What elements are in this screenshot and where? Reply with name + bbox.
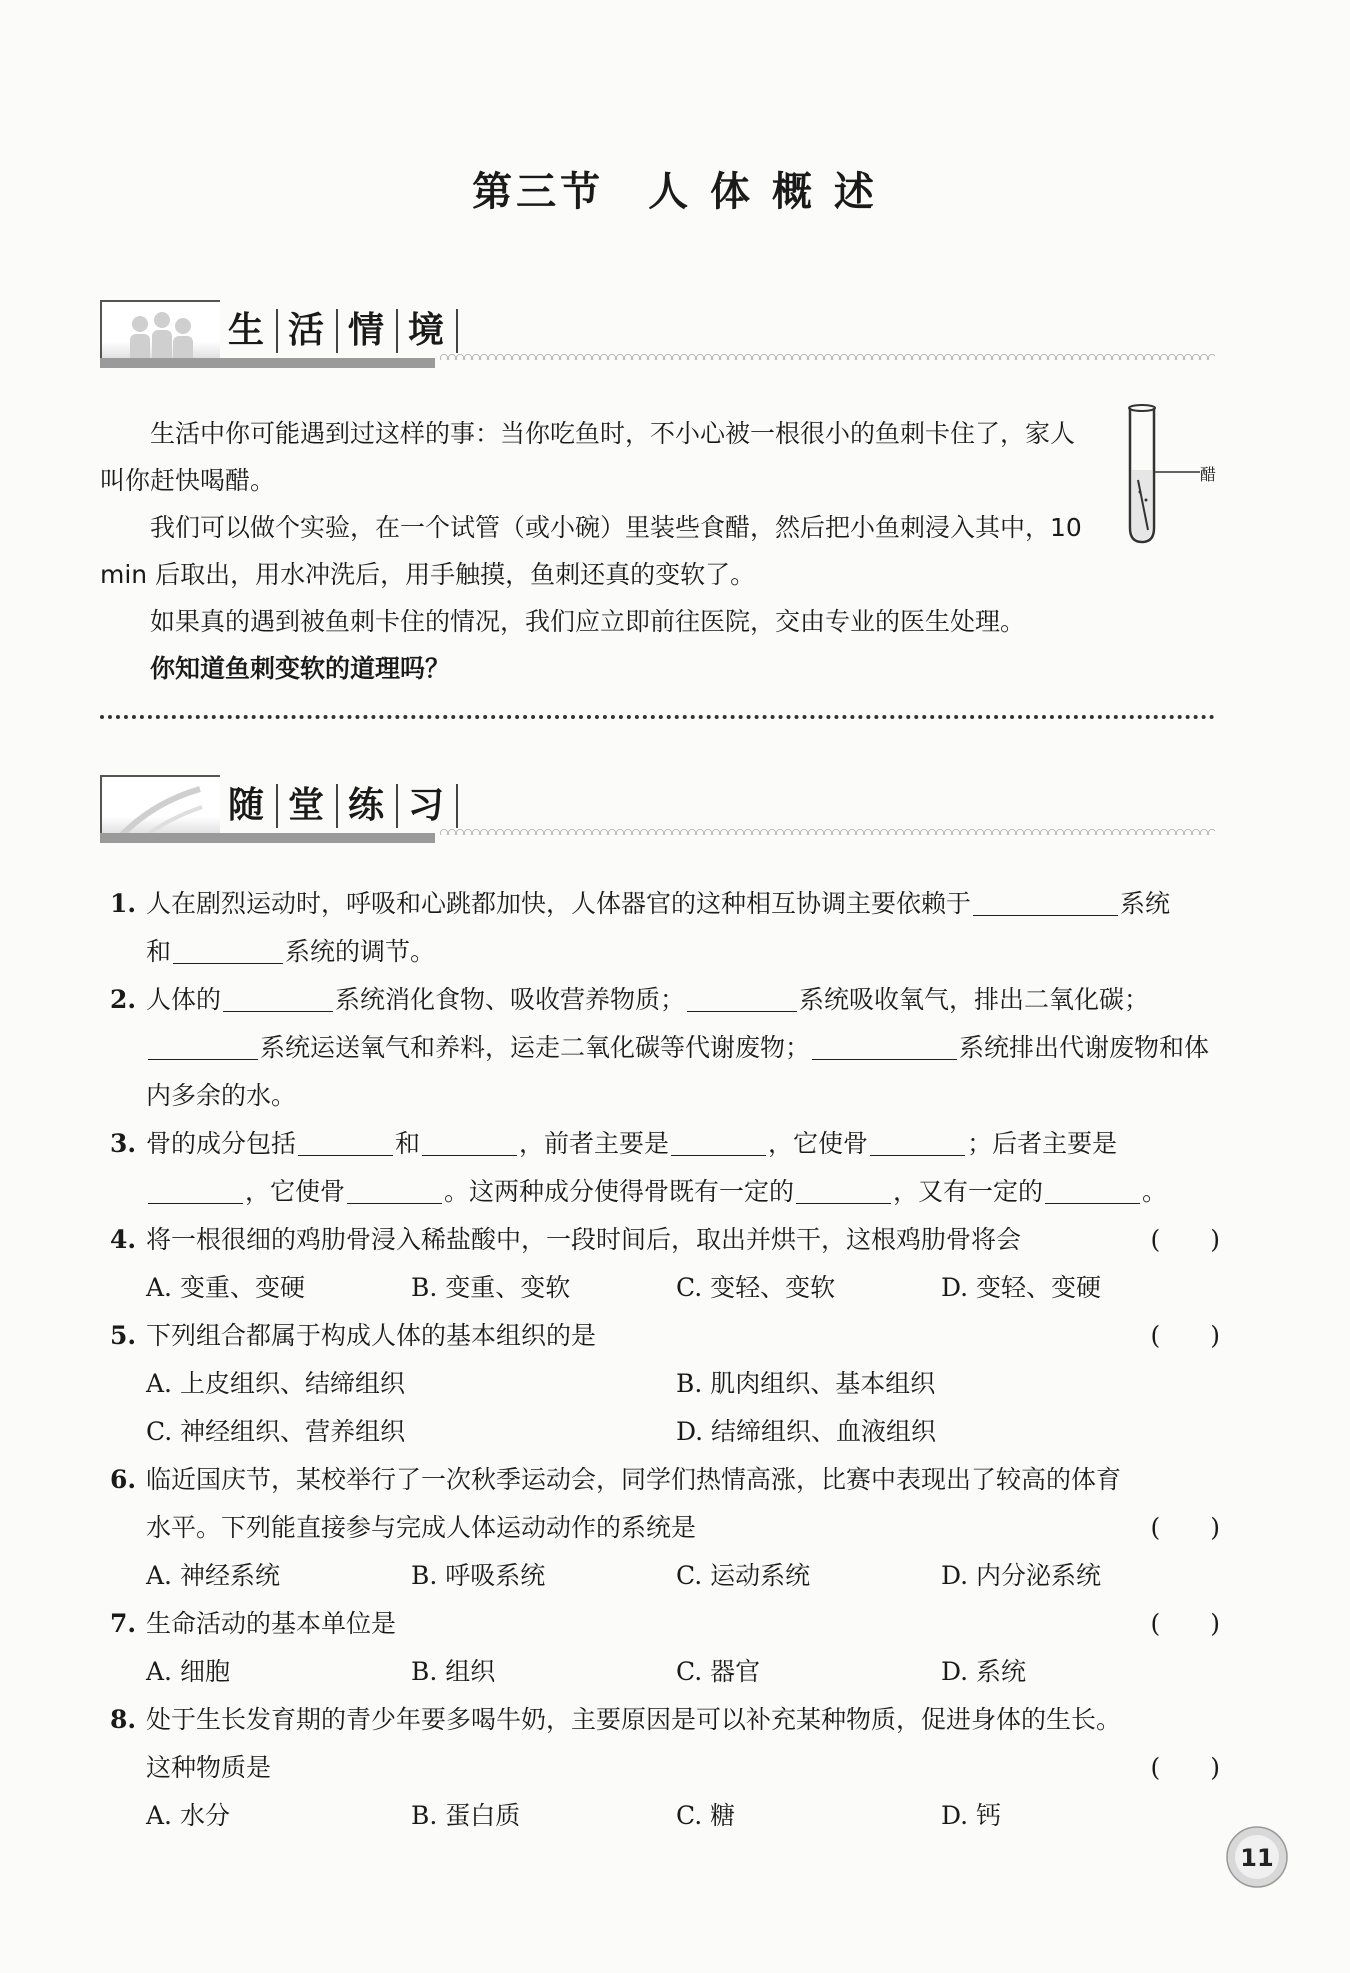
answer-blank[interactable]	[812, 1029, 957, 1060]
option-a[interactable]: A. 水分	[146, 1801, 230, 1830]
question-list	[110, 880, 1220, 1840]
story-paragraph: 如果真的遇到被鱼刺卡住的情况，我们应立即前往医院，交由专业的医生处理。	[150, 607, 1026, 636]
question-1	[110, 880, 1220, 976]
section-char: 习	[398, 784, 458, 828]
question-text: 。这两种成分使得骨既有一定的	[444, 1177, 795, 1206]
question-number: 4.	[110, 1225, 137, 1254]
section-char: 情	[338, 309, 398, 353]
option-c[interactable]: C. 神经组织、营养组织	[146, 1417, 406, 1446]
option-c[interactable]: C. 器官	[676, 1657, 761, 1686]
question-5	[110, 1312, 1220, 1456]
wavy-divider	[440, 352, 1215, 360]
option-c[interactable]: C. 变轻、变软	[676, 1273, 836, 1302]
question-text: ，又有一定的	[893, 1177, 1044, 1206]
option-d[interactable]: D. 钙	[941, 1801, 1002, 1830]
question-number: 8.	[110, 1705, 137, 1734]
question-text: 骨的成分包括	[146, 1129, 297, 1158]
dotted-divider	[100, 715, 1215, 719]
section-bar	[100, 833, 435, 843]
question-text: 人在剧烈运动时，呼吸和心跳都加快，人体器官的这种相互协调主要依赖于	[146, 889, 972, 918]
option-d[interactable]: D. 系统	[941, 1657, 1027, 1686]
question-number: 6.	[110, 1465, 137, 1494]
answer-blank[interactable]	[870, 1125, 965, 1156]
question-number: 3.	[110, 1129, 137, 1158]
wavy-divider	[440, 827, 1215, 835]
option-b[interactable]: B. 变重、变软	[411, 1273, 571, 1302]
question-text: 系统排出代谢废物和体内多余的水。	[146, 1033, 1210, 1110]
question-number: 5.	[110, 1321, 137, 1350]
question-text: 。	[1142, 1177, 1168, 1206]
question-number: 7.	[110, 1609, 137, 1638]
question-text: 系统消化食物、吸收营养物质；	[335, 985, 686, 1014]
answer-blank[interactable]	[422, 1125, 517, 1156]
section-header-practice	[100, 775, 1215, 845]
story-question: 你知道鱼刺变软的道理吗？	[150, 654, 451, 683]
question-text: ，它使骨	[768, 1129, 869, 1158]
question-text: ，前者主要是	[519, 1129, 670, 1158]
answer-blank[interactable]	[173, 933, 283, 964]
option-a[interactable]: A. 变重、变硬	[146, 1273, 305, 1302]
answer-paren[interactable]: ( )	[1150, 1609, 1220, 1638]
section-char: 境	[398, 309, 458, 353]
question-8	[110, 1696, 1220, 1840]
answer-blank[interactable]	[148, 1173, 243, 1204]
section-char: 随	[218, 784, 278, 828]
section-bar	[100, 358, 435, 368]
answer-paren[interactable]: ( )	[1150, 1321, 1220, 1350]
answer-blank[interactable]	[298, 1125, 393, 1156]
section-char: 生	[218, 309, 278, 353]
question-7	[110, 1600, 1220, 1696]
page-number: 11	[1240, 1844, 1274, 1872]
story-paragraph: 我们可以做个实验，在一个试管（或小碗）里装些食醋，然后把小鱼刺浸入其中，10 min 后取出，用水冲洗后，用手触摸，鱼刺还真的变软了。	[100, 513, 1082, 589]
section-label-life	[218, 306, 458, 356]
question-text: ；后者主要是	[967, 1129, 1118, 1158]
question-number: 1.	[110, 889, 137, 918]
option-d[interactable]: D. 变轻、变硬	[941, 1273, 1102, 1302]
answer-blank[interactable]	[148, 1029, 258, 1060]
question-text: 这种物质是	[146, 1753, 272, 1782]
answer-blank[interactable]	[796, 1173, 891, 1204]
question-text: 将一根很细的鸡肋骨浸入稀盐酸中，一段时间后，取出并烘干，这根鸡肋骨将会	[146, 1225, 1022, 1254]
question-text: 人体的	[146, 985, 222, 1014]
answer-paren[interactable]: ( )	[1150, 1513, 1220, 1542]
option-a[interactable]: A. 上皮组织、结缔组织	[146, 1369, 405, 1398]
page-title: 第三节 人 体 概 述	[472, 168, 878, 215]
option-b[interactable]: B. 蛋白质	[411, 1801, 521, 1830]
answer-blank[interactable]	[223, 981, 333, 1012]
answer-blank[interactable]	[671, 1125, 766, 1156]
question-3	[110, 1120, 1220, 1216]
option-b[interactable]: B. 组织	[411, 1657, 496, 1686]
section-label-practice	[218, 781, 458, 831]
question-text: ，它使骨	[245, 1177, 346, 1206]
option-b[interactable]: B. 呼吸系统	[411, 1561, 546, 1590]
question-4	[110, 1216, 1220, 1312]
option-d[interactable]: D. 内分泌系统	[941, 1561, 1102, 1590]
answer-blank[interactable]	[1045, 1173, 1140, 1204]
option-b[interactable]: B. 肌肉组织、基本组织	[676, 1369, 936, 1398]
option-a[interactable]: A. 神经系统	[146, 1561, 280, 1590]
question-text: 系统吸收氧气，排出二氧化碳；	[799, 985, 1150, 1014]
question-text: 系统	[1120, 889, 1171, 918]
answer-paren[interactable]: ( )	[1150, 1753, 1220, 1782]
question-text: 水平。下列能直接参与完成人体运动动作的系统是	[146, 1513, 697, 1542]
section-char: 练	[338, 784, 398, 828]
answer-blank[interactable]	[347, 1173, 442, 1204]
question-text: 临近国庆节，某校举行了一次秋季运动会，同学们热情高涨，比赛中表现出了较高的体育	[146, 1465, 1122, 1494]
option-c[interactable]: C. 运动系统	[676, 1561, 811, 1590]
option-a[interactable]: A. 细胞	[146, 1657, 230, 1686]
tube-label: 醋	[1200, 465, 1217, 484]
question-text: 和	[146, 937, 172, 966]
question-text: 下列组合都属于构成人体的基本组织的是	[146, 1321, 597, 1350]
answer-paren[interactable]: ( )	[1150, 1225, 1220, 1254]
question-number: 2.	[110, 985, 137, 1014]
story-paragraph: 生活中你可能遇到过这样的事：当你吃鱼时，不小心被一根很小的鱼刺卡住了，家人叫你赶快喝醋。	[100, 419, 1076, 495]
question-text: 系统的调节。	[285, 937, 436, 966]
section-char: 堂	[278, 784, 338, 828]
question-2	[110, 976, 1220, 1120]
question-text: 和	[395, 1129, 421, 1158]
section-char: 活	[278, 309, 338, 353]
section-header-life	[100, 300, 1215, 370]
answer-blank[interactable]	[687, 981, 797, 1012]
question-text: 生命活动的基本单位是	[146, 1609, 397, 1638]
option-d[interactable]: D. 结缔组织、血液组织	[676, 1417, 937, 1446]
question-6	[110, 1456, 1220, 1600]
question-text: 系统运送氧气和养料，运走二氧化碳等代谢废物；	[260, 1033, 811, 1062]
page-number-badge	[1222, 1822, 1292, 1892]
answer-blank[interactable]	[973, 885, 1118, 916]
option-c[interactable]: C. 糖	[676, 1801, 736, 1830]
question-text: 处于生长发育期的青少年要多喝牛奶，主要原因是可以补充某种物质，促进身体的生长。	[146, 1705, 1122, 1734]
life-story	[100, 410, 1090, 692]
